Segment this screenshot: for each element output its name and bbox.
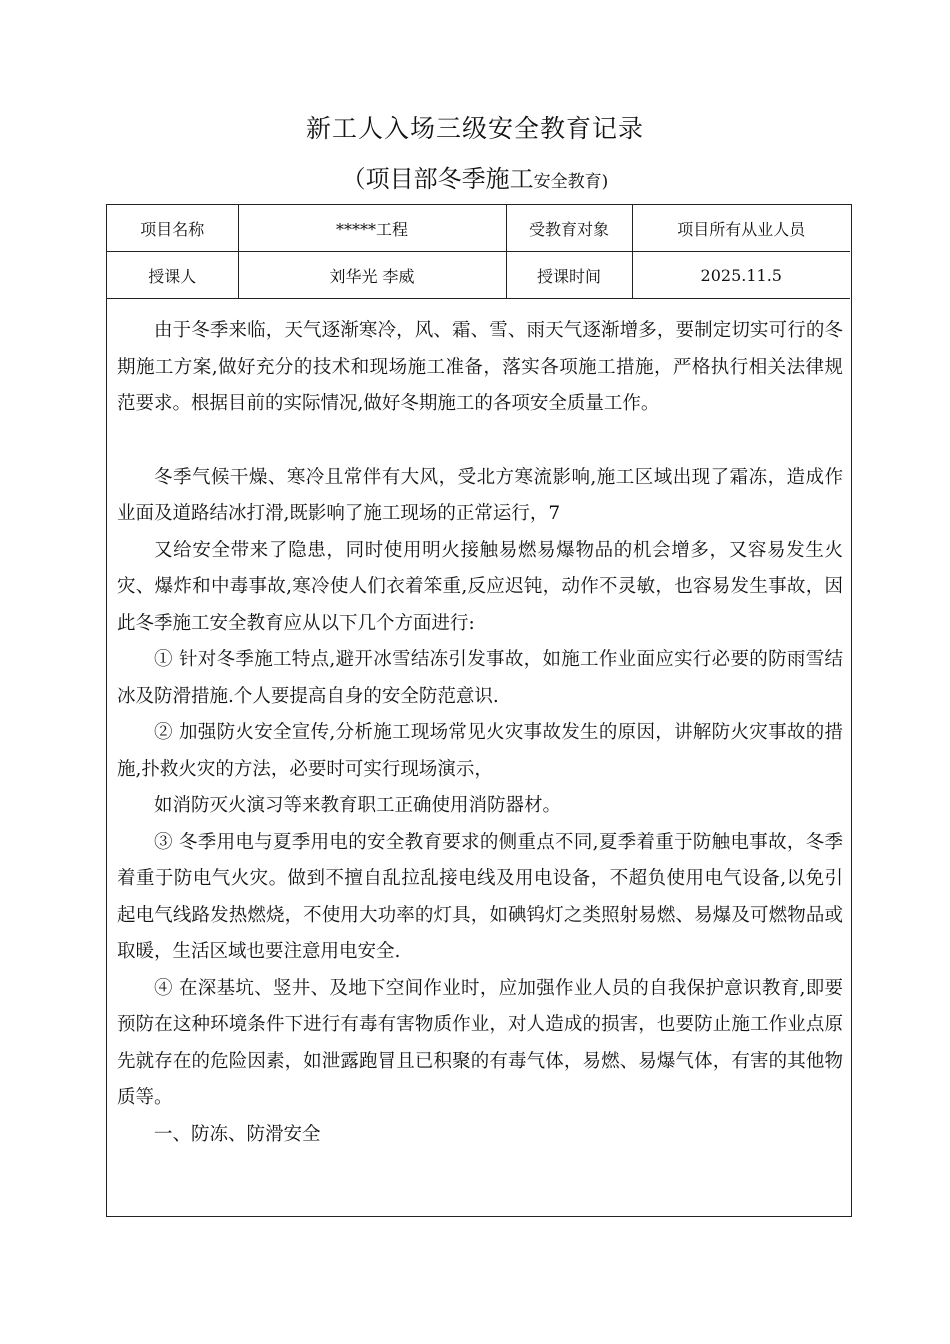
paragraph-item-3: ③ 冬季用电与夏季用电的安全教育要求的侧重点不同,夏季着重于防触电事故，冬季着重于防电气火灾。做到不擅自乱拉乱接电线及用电设备，不超负使用电气设备,以免引起电气线路发热燃烧，不使用大功率的灯具，如碘钨灯之类照射易燃、易爆及可燃物品或取暖，生活区域也要注意用电安全.: [117, 831, 843, 962]
info-row-lecturer: [107, 252, 850, 299]
paragraph-item-4: ④ 在深基坑、竖井、及地下空间作业时，应加强作业人员的自我保护意识教育,即要预防在这种环境条件下进行有毒有害物质作业，对人造成的损害，也要防止施工作业点原先就存在的危险因素，如泄露跑冒且已积聚的有毒气体，易燃、易爆气体，有害的其他物质等。: [117, 977, 843, 1108]
info-table: [107, 205, 850, 299]
paragraph-hazards: 又给安全带来了隐患，同时使用明火接触易燃易爆物品的机会增多，又容易发生火灾、爆炸和中毒事故,寒冷使人们衣着笨重,反应迟钝，动作不灵敏，也容易发生事故，因此冬季施工安全教育应从以下几个方面进行:: [117, 539, 843, 634]
paragraph-item-1: ① 针对冬季施工特点,避开冰雪结冻引发事故，如施工作业面应实行必要的防雨雪结冰及防滑措施.个人要提高自身的安全防范意识.: [117, 649, 843, 707]
project-name-label: 项目名称: [107, 205, 238, 252]
subtitle-main: （项目部冬季施工: [341, 165, 534, 193]
record-form: [106, 204, 852, 1217]
document-title: 新工人入场三级安全教育记录: [305, 114, 644, 143]
paragraph-item-2-cont: 如消防灭火演习等来教育职工正确使用消防器材。: [154, 795, 562, 816]
info-row-project: [107, 205, 850, 252]
date-value: 2025.11.5: [632, 252, 850, 299]
paragraph-climate: 冬季气候干燥、寒冷且常伴有大风，受北方寒流影响,施工区域出现了霜冻，造成作业面及道路结冰打滑,既影响了施工现场的正常运行，7: [117, 466, 843, 524]
education-content: [117, 313, 843, 1153]
document-subtitle: [0, 162, 950, 199]
date-label: 授课时间: [506, 252, 632, 299]
section-heading-1: 一、防冻、防滑安全: [154, 1123, 321, 1145]
subtitle-small: 安全教育): [533, 172, 609, 192]
paragraph-item-2: ② 加强防火安全宣传,分析施工现场常见火灾事故发生的原因，讲解防火灾事故的措施,扑救火灾的方法，必要时可实行现场演示，: [117, 722, 843, 780]
project-name-value: *****工程: [238, 205, 506, 252]
audience-label: 受教育对象: [506, 205, 632, 252]
lecturer-label: 授课人: [107, 252, 238, 299]
paragraph-intro: 由于冬季来临，天气逐渐寒冷，风、霜、雪、雨天气逐渐增多，要制定切实可行的冬期施工方案,做好充分的技术和现场施工准备，落实各项施工措施，严格执行相关法律规范要求。根据目前的实际情况,做好冬期施工的各项安全质量工作。: [117, 320, 843, 414]
audience-value: 项目所有从业人员: [632, 205, 850, 252]
lecturer-value: 刘华光 李威: [238, 252, 506, 299]
